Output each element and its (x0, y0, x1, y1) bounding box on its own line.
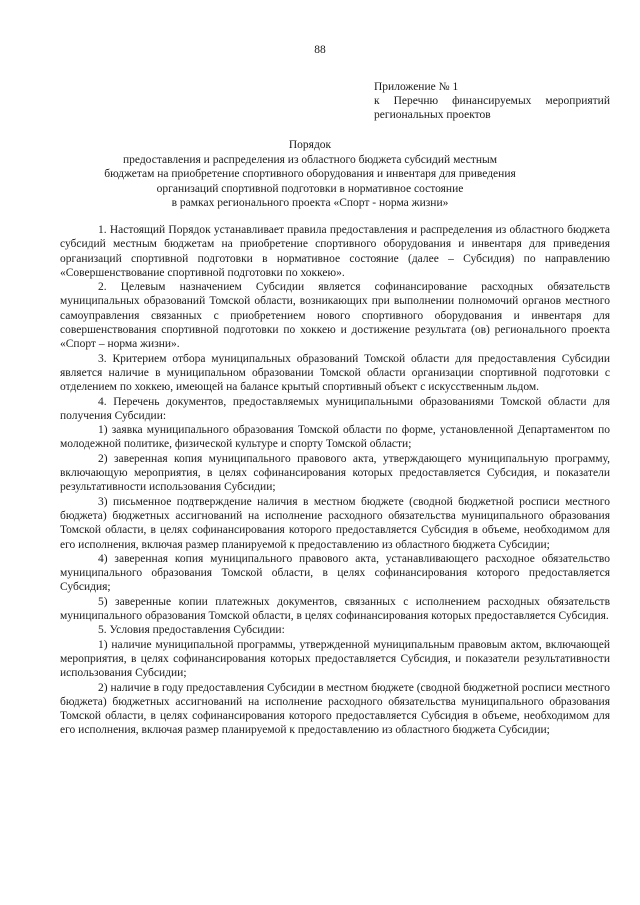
title-line: организаций спортивной подготовки в нормативное состояние (156, 182, 464, 195)
appendix-reference (374, 80, 610, 122)
appendix-line: к Перечню финансируемых мероприятий (374, 95, 610, 107)
list-item: 2) заверенная копия муниципального правового акта, утверждающего муниципальную программу, включающую мероприятия, в целях софинансирования которых предоставляется Субсидия, и показатели результативности использования Субсидии; (60, 452, 610, 494)
appendix-line: Приложение № 1 (374, 81, 459, 93)
paragraph: 5. Условия предоставления Субсидии: (98, 624, 285, 637)
document-title (60, 138, 560, 211)
paragraph: 1. Настоящий Порядок устанавливает правила предоставления и распределения из областного бюджета субсидий местным бюджетам на приобретение спортивного оборудования и инвентаря для приведения организаций спортивной подготовки в нормативное состояние (далее – Субсидия) по направлению «Совершенствование спортивной подготовки по хоккею». (60, 224, 610, 279)
list-item: 1) заявка муниципального образования Томской области по форме, установленной Департаментом по молодежной политике, физической культуре и спорту Томской области; (60, 424, 610, 451)
list-item: 5) заверенные копии платежных документов, связанных с исполнением расходных обязательств муниципального образования Томской области, в целях софинансирования которых предоставляется Субсидия. (60, 595, 610, 623)
document-body (60, 223, 610, 738)
page-number: 88 (314, 44, 326, 56)
title-line: в рамках регионального проекта «Спорт - норма жизни» (171, 197, 449, 209)
title-line: Порядок (288, 139, 332, 151)
title-line: предоставления и распределения из областного бюджета субсидий местным (122, 153, 498, 166)
title-line: бюджетам на приобретение спортивного оборудования и инвентаря для приведения (104, 168, 516, 180)
paragraph: 3. Критерием отбора муниципальных образований Томской области для предоставления Субсидии является наличие в муниципальном образовании Томской области организации спортивной подготовки с отделением по хоккею, имеющей на балансе крытый спортивный объект с искусственным льдом. (60, 352, 610, 394)
list-item: 1) наличие муниципальной программы, утвержденной муниципальным правовым актом, включающей мероприятия, в целях софинансирования которых предоставляется Субсидия, и показатели результативности использования Субсидии; (60, 638, 610, 680)
appendix-line: региональных проектов (374, 109, 491, 121)
paragraph: 4. Перечень документов, предоставляемых муниципальными образованиями Томской области для получения Субсидии: (60, 395, 610, 422)
list-item: 3) письменное подтверждение наличия в местном бюджете (сводной бюджетной росписи местного бюджета) бюджетных ассигнований на исполнение расходного обязательства муниципального образования Томской области, в целях софинансирования которого предоставляется Субсидия в объеме, необходимом для его исполнения, включая размер планируемой к предоставлению из областного бюджета Субсидии; (60, 495, 610, 551)
list-item: 4) заверенная копия муниципального правового акта, устанавливающего расходное обязательство муниципального образования Томской области, в целях софинансирования которого предоставляется Субсидия; (60, 552, 610, 594)
paragraph: 2. Целевым назначением Субсидии является софинансирование расходных обязательств муниципальных образований Томской области, возникающих при выполнении полномочий органов местного самоуправления связанных с приобретением нового спортивного оборудования и инвентаря для совершенствования спортивной подготовки по хоккею и достижение результата (ов) регионального проекта «Спорт – норма жизни». (60, 281, 610, 351)
list-item: 2) наличие в году предоставления Субсидии в местном бюджете (сводной бюджетной росписи местного бюджета) бюджетных ассигнований на исполнение расходного обязательства муниципального образования Томской области, в целях софинансирования которого предоставляется Субсидия в объеме, необходимом для его исполнения, включая размер планируемой к предоставлению из областного бюджета Субсидии; (60, 681, 610, 737)
